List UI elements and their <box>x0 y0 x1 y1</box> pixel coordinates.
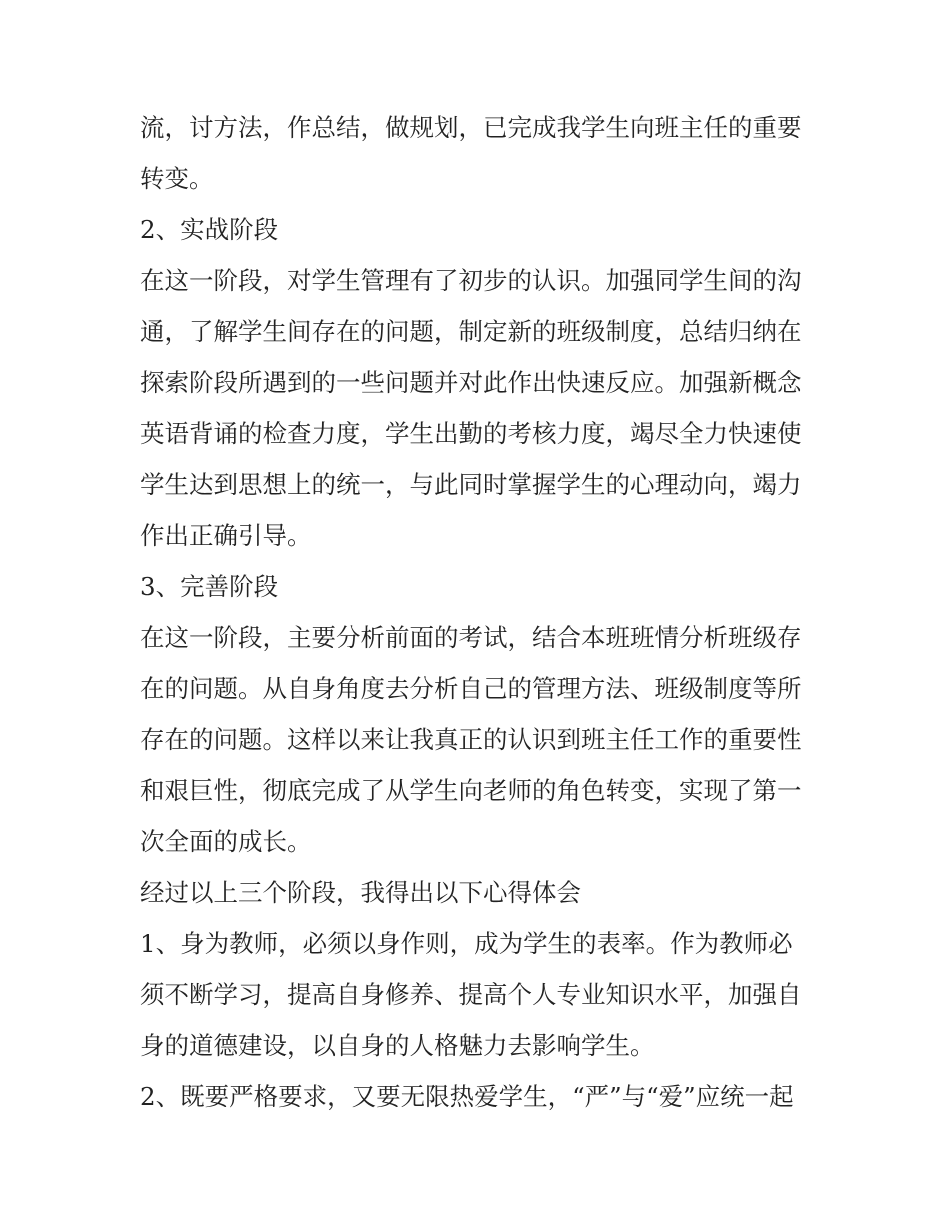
text-line: 在的问题。从自身角度去分析自己的管理方法、班级制度等所 <box>140 674 802 703</box>
text-line: 作出正确引导。 <box>140 521 312 550</box>
text-line: 身的道德建设，以自身的人格魅力去影响学生。 <box>140 1031 655 1060</box>
text-line: 经过以上三个阶段，我得出以下心得体会 <box>140 878 581 907</box>
text-line: 次全面的成长。 <box>140 827 312 856</box>
text-line: 和艰巨性，彻底完成了从学生向老师的角色转变，实现了第一 <box>140 776 802 805</box>
text-line: 1、身为教师，必须以身作则，成为学生的表率。作为教师必 <box>140 929 793 958</box>
text-line: 存在的问题。这样以来让我真正的认识到班主任工作的重要性 <box>140 725 802 754</box>
text-line: 在这一阶段，主要分析前面的考试，结合本班班情分析班级存 <box>140 623 802 652</box>
text-line: 探索阶段所遇到的一些问题并对此作出快速反应。加强新概念 <box>140 368 802 397</box>
text-line: 2、既要严格要求，又要无限热爱学生，“严”与“爱”应统一起 <box>140 1082 794 1111</box>
text-line: 英语背诵的检查力度，学生出勤的考核力度，竭尽全力快速使 <box>140 419 802 448</box>
text-line: 通，了解学生间存在的问题，制定新的班级制度，总结归纳在 <box>140 317 802 346</box>
text-line: 学生达到思想上的统一，与此同时掌握学生的心理动向，竭力 <box>140 470 802 499</box>
text-line: 流，讨方法，作总结，做规划，已完成我学生向班主任的重要 <box>140 113 802 142</box>
text-line: 须不断学习，提高自身修养、提高个人专业知识水平，加强自 <box>140 980 802 1009</box>
text-line: 在这一阶段，对学生管理有了初步的认识。加强同学生间的沟 <box>140 266 802 295</box>
text-line: 转变。 <box>140 164 214 193</box>
section-heading: 2、实战阶段 <box>140 215 279 244</box>
section-heading: 3、完善阶段 <box>140 572 279 601</box>
